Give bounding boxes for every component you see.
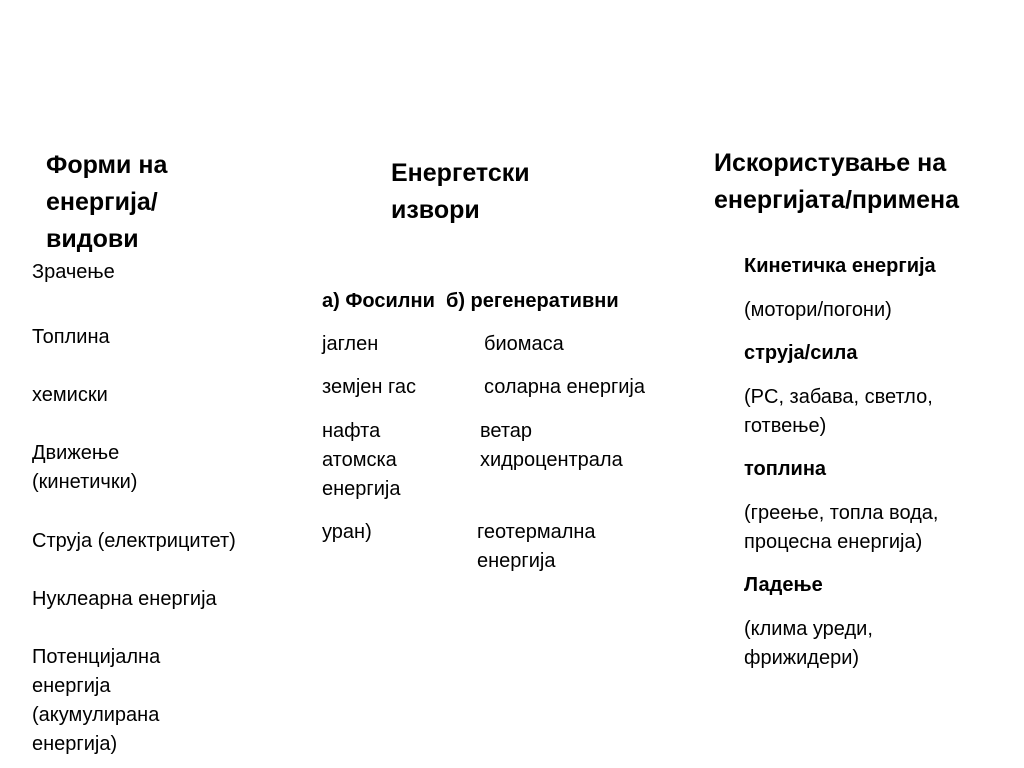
renewable-item: ветар хидроцентрала	[480, 420, 623, 471]
forms-heading: Форми на енергија/ видови	[46, 151, 168, 253]
usage-category: Ладење	[744, 574, 823, 596]
usage-detail: (PC, забава, светло, готвење)	[744, 386, 933, 437]
fossil-item: уран)	[322, 521, 372, 543]
usage-category: Кинетичка енергија	[744, 255, 936, 277]
usage-category: топлина	[744, 458, 827, 480]
sources-subheader: а) Фосилни б) регенеративни	[322, 290, 619, 312]
list-item: Движење (кинетички)	[32, 442, 138, 493]
list-item: Потенцијална енергија (акумулирана енергија)	[32, 646, 161, 755]
renewable-item: биомаса	[484, 333, 564, 355]
usage-detail: (мотори/погони)	[744, 299, 892, 321]
list-item: хемиски	[32, 384, 108, 406]
list-item: Струја (електрицитет)	[32, 530, 236, 552]
fossil-item: нафта атомска енергија	[322, 420, 401, 500]
renewable-item: соларна енергија	[484, 376, 645, 398]
usage-heading: Искористување на енергијата/примена	[714, 149, 960, 214]
list-item: Топлина	[32, 326, 110, 348]
list-item: Нуклеарна енергија	[32, 588, 217, 610]
fossil-item: јаглен	[322, 333, 379, 355]
sources-heading: Енергетски извори	[391, 159, 530, 224]
list-item: Зрачење	[32, 261, 115, 283]
renewable-item: геотермална енергија	[477, 521, 596, 572]
usage-category: струја/сила	[744, 342, 858, 364]
usage-detail: (клима уреди, фрижидери)	[744, 618, 873, 669]
fossil-item: земјен гас	[322, 376, 416, 398]
usage-detail: (греење, топла вода, процесна енергија)	[744, 502, 939, 553]
